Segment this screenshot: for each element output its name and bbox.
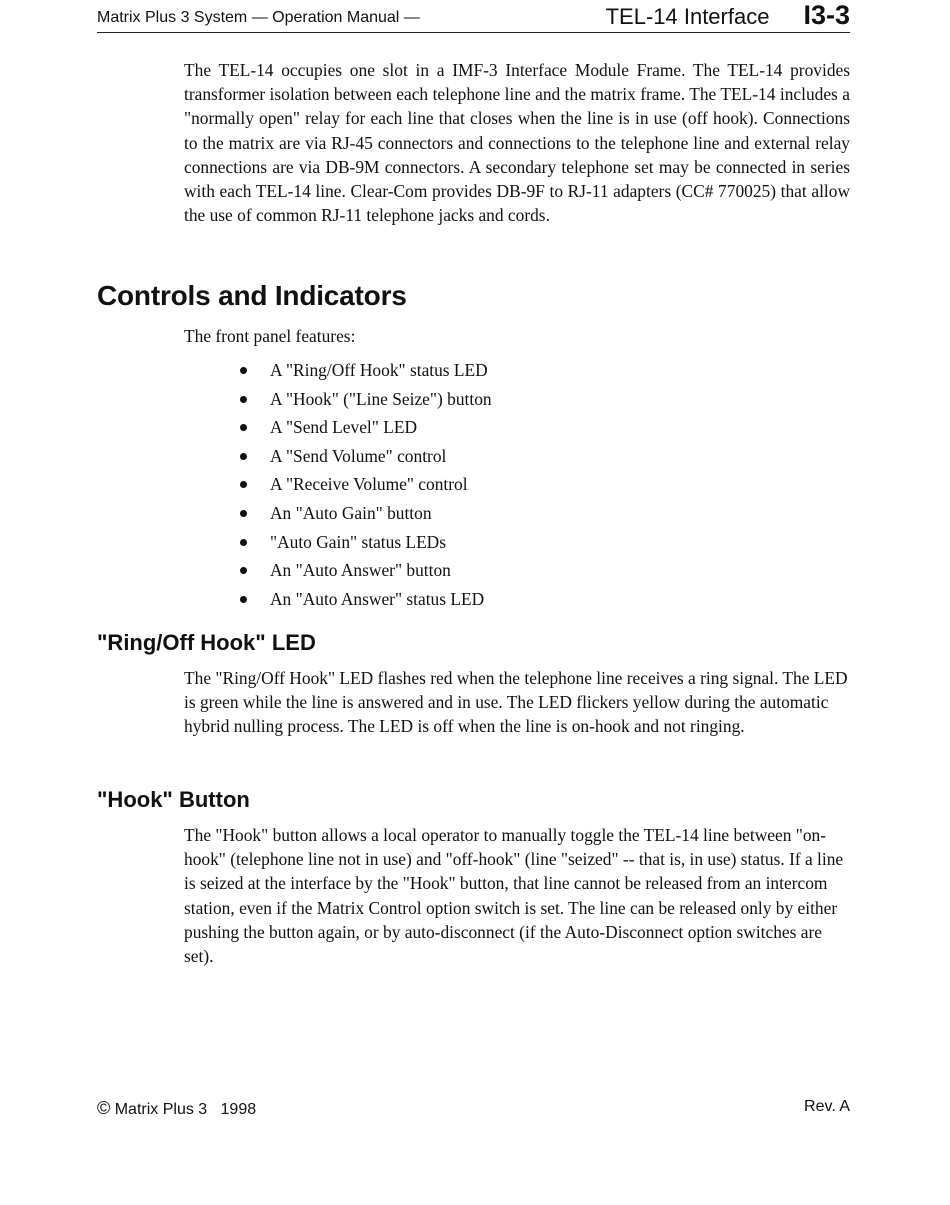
page-number: I3-3 xyxy=(803,0,850,30)
controls-lead: The front panel features: xyxy=(184,326,356,346)
bullet-icon xyxy=(240,567,247,574)
list-item: A "Receive Volume" control xyxy=(238,471,492,500)
bullet-icon xyxy=(240,539,247,546)
features-list xyxy=(238,357,492,614)
bullet-icon xyxy=(240,510,247,517)
footer-copyright xyxy=(97,1098,256,1119)
hook-button-heading: "Hook" Button xyxy=(97,787,250,812)
bullet-icon xyxy=(240,396,247,403)
list-item: A "Ring/Off Hook" status LED xyxy=(238,357,492,386)
list-item: "Auto Gain" status LEDs xyxy=(238,529,492,558)
list-item: A "Hook" ("Line Seize") button xyxy=(238,386,492,415)
bullet-icon xyxy=(240,424,247,431)
header-right xyxy=(606,0,850,31)
list-item: An "Auto Answer" status LED xyxy=(238,586,492,615)
hook-button-paragraph: The "Hook" button allows a local operator to manually toggle the TEL-14 line between "on-hook" (telephone line not in use) and "off-hook" (line "seized" -- that is, in use) status. If a line is seized at the interface by the "Hook" button, that line cannot be released from an intercom station, even if the Matrix Control option switch is set. The line can be released only by either pushing the button again, or by auto-disconnect (if the Auto-Disconnect option switches are set). xyxy=(184,825,844,967)
list-item: An "Auto Gain" button xyxy=(238,500,492,529)
list-item: A "Send Level" LED xyxy=(238,414,492,443)
page-header xyxy=(97,0,850,33)
bullet-icon xyxy=(240,367,247,374)
list-item: An "Auto Answer" button xyxy=(238,557,492,586)
footer-text: Matrix Plus 3 1998 xyxy=(114,1101,257,1118)
copyright-icon: © xyxy=(97,1098,111,1118)
bullet-icon xyxy=(240,596,247,603)
ring-led-heading: "Ring/Off Hook" LED xyxy=(97,630,316,655)
header-manual-title: Matrix Plus 3 System — Operation Manual — xyxy=(97,9,420,26)
list-item: A "Send Volume" control xyxy=(238,443,492,472)
bullet-icon xyxy=(240,481,247,488)
controls-heading: Controls and Indicators xyxy=(97,280,407,311)
ring-led-paragraph: The "Ring/Off Hook" LED flashes red when the telephone line receives a ring signal. The LED is green while the line is answered and in use. The LED flickers yellow during the automatic hybrid nulling process. The LED is off when the line is on-hook and not ringing. xyxy=(184,668,848,737)
intro-paragraph: The TEL-14 occupies one slot in a IMF-3 Interface Module Frame. The TEL-14 provides transformer isolation between each telephone line and the matrix frame. The TEL-14 includes a "normally open" relay for each line that closes when the line is in use (off hook). Connections to the matrix are via RJ-45 connectors and connections to the telephone line and external relay connections are via DB-9M connectors. A secondary telephone set may be connected in series with each TEL-14 line. Clear-Com provides DB-9F to RJ-11 adapters (CC# 770025) that allow the use of common RJ-11 telephone jacks and cords. xyxy=(184,60,850,226)
footer-revision: Rev. A xyxy=(804,1098,850,1115)
header-section-title: TEL-14 Interface xyxy=(605,4,770,29)
bullet-icon xyxy=(240,453,247,460)
